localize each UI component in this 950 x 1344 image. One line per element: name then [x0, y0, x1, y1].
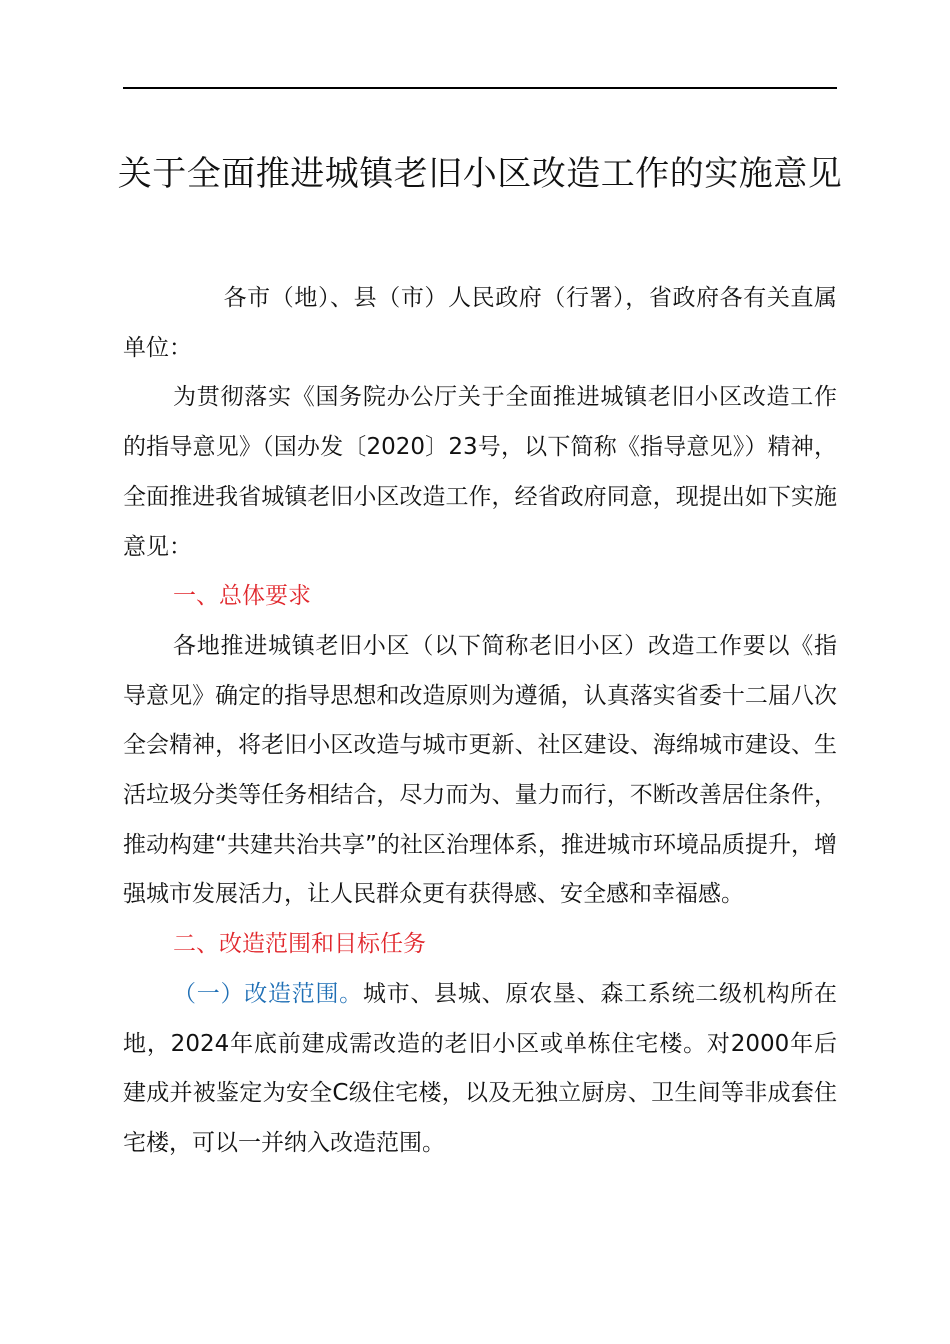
subsection-label: （一）改造范围。 [173, 980, 363, 1007]
document-body [123, 274, 837, 1169]
section-2-paragraph [123, 970, 837, 1169]
salutation [123, 274, 837, 373]
salutation-text: 各市（地）、县（市）人民政府（行署），省政府各有关直属单位： [123, 285, 837, 361]
section-heading-1: 一、总体要求 [173, 583, 311, 610]
subsection-body: 城市、县城、原农垦、森工系统二级机构所在地，2024年底前建成需改造的老旧小区或单栋住宅楼。对2000年后建成并被鉴定为安全C级住宅楼，以及无独立厨房、卫生间等非成套住宅楼，可以一并纳入改造范围。 [123, 980, 838, 1156]
intro-paragraph: 为贯彻落实《国务院办公厅关于全面推进城镇老旧小区改造工作的指导意见》（国办发〔2020〕23号，以下简称《指导意见》）精神，全面推进我省城镇老旧小区改造工作，经省政府同意，现提出如下实施意见： [123, 384, 837, 560]
header-rule [123, 87, 837, 89]
document-title: 关于全面推进城镇老旧小区改造工作的实施意见 [117, 154, 843, 194]
section-1-paragraph: 各地推进城镇老旧小区（以下简称老旧小区）改造工作要以《指导意见》确定的指导思想和改造原则为遵循，认真落实省委十二届八次全会精神，将老旧小区改造与城市更新、社区建设、海绵城市建设、生活垃圾分类等任务相结合，尽力而为、量力而行，不断改善居住条件，推动构建“共建共治共享”的社区治理体系，推进城市环境品质提升，增强城市发展活力，让人民群众更有获得感、安全感和幸福感。 [123, 632, 837, 908]
section-heading-2: 二、改造范围和目标任务 [173, 931, 426, 958]
